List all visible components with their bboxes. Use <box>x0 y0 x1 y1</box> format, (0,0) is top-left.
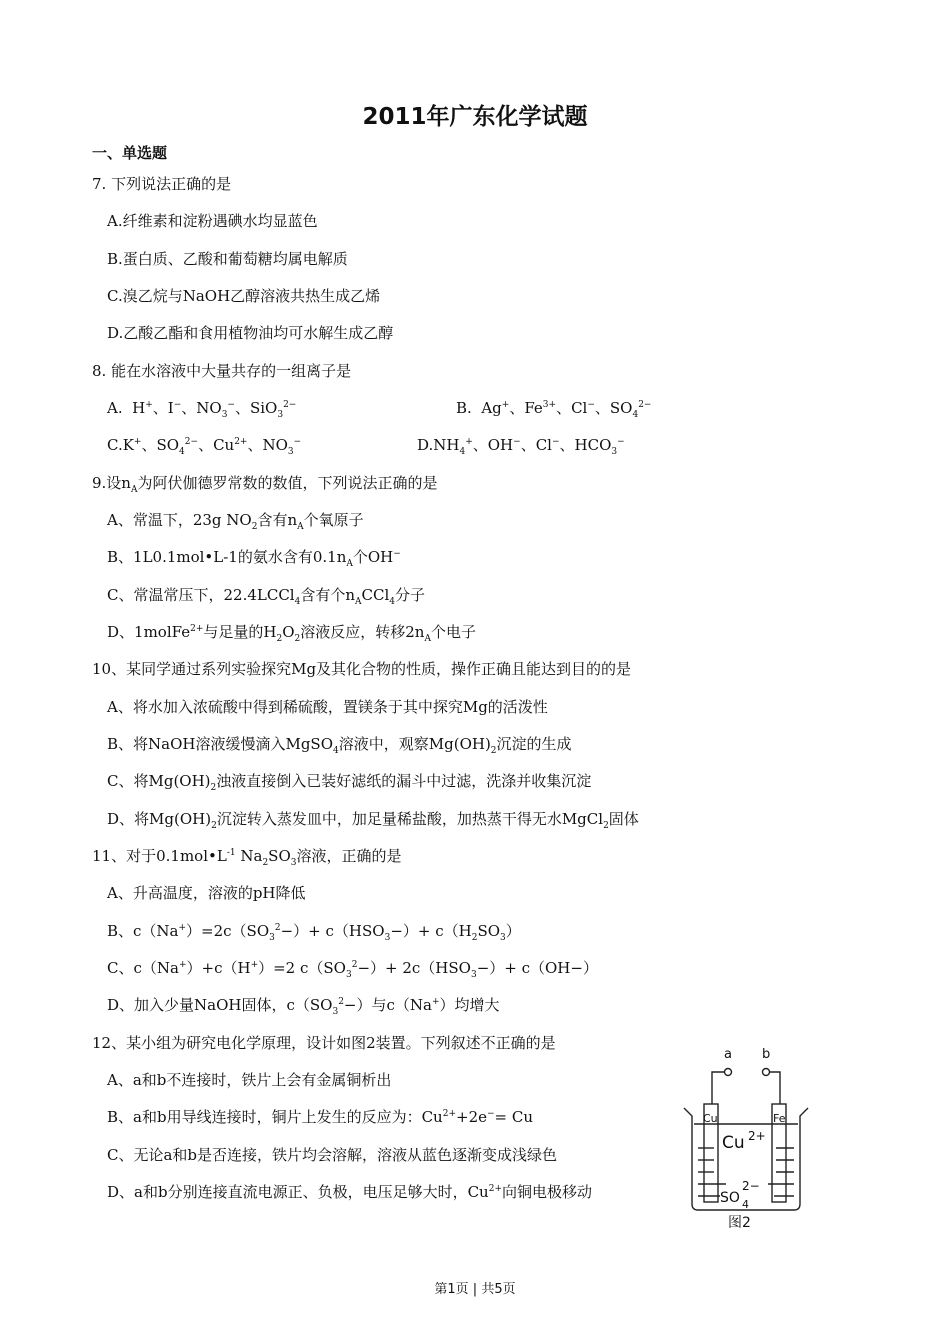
question-9-option-b: B、1L0.1mol•L-1的氨水含有$0.1n_A$个OH− <box>107 548 401 569</box>
question-7-option-d: D.乙酸乙酯和食用植物油均可水解生成乙醇 <box>107 324 394 342</box>
question-9-stem: 9.设$n_A$为阿伏伽德罗常数的数值，下列说法正确的是 <box>92 474 438 495</box>
question-9-option-c: C、常温常压下，22.4LCCl$_4$含有个$n_ACCl_4$分子 <box>107 586 426 607</box>
question-7-option-a: A.纤维素和淀粉遇碘水均显蓝色 <box>107 212 318 230</box>
question-12-option-a: A、a和b不连接时，铁片上会有金属铜析出 <box>107 1071 392 1089</box>
page-footer: 第1页 | 共5页 <box>434 1282 516 1297</box>
question-7-option-b: B.蛋白质、乙酸和葡萄糖均属电解质 <box>107 250 348 268</box>
question-12-option-b: B、a和b用导线连接时，铜片上发生的反应为：$Cu^{2+}+2e^-= Cu$ <box>107 1108 534 1126</box>
question-11-option-c: C、c（Na+）+c（H+）=2 $c(SO_3^2-)+ 2c(HSO_3-)+ c(OH-)$ <box>107 959 598 980</box>
question-8-option-a: A. H+、I−、$NO_3^-$、SiO$_3^{2-}$ <box>107 399 297 420</box>
question-8-option-b: B. Ag+、$Fe^{3+}$、Cl−、$SO_4^{2-}$ <box>456 399 652 420</box>
question-11-option-d: D、加入少量NaOH固体，$c(SO_3^2-)$与c（Na+）均增大 <box>107 996 500 1017</box>
question-10-option-c: C、将$Mg(OH)_2$浊液直接倒入已装好滤纸的漏斗中过滤，洗涤并收集沉淀 <box>107 772 592 793</box>
sulfate-ion-charge: 2− <box>742 1179 760 1193</box>
sulfate-ion-subscript: 4 <box>742 1198 749 1211</box>
question-10-stem: 10、某同学通过系列实验探究Mg及其化合物的性质，操作正确且能达到目的的是 <box>92 660 632 678</box>
question-10-option-a: A、将水加入浓硫酸中得到稀硫酸，置镁条于其中探究Mg的活泼性 <box>107 698 548 716</box>
question-11-option-a: A、升高温度，溶液的pH降低 <box>107 884 306 902</box>
iron-electrode-label: Fe <box>773 1112 786 1125</box>
section-heading: 一、单选题 <box>92 144 168 162</box>
question-8-stem: 8. 能在水溶液中大量共存的一组离子是 <box>92 362 352 380</box>
electrochemical-cell-figure <box>676 1044 816 1234</box>
copper-ion-label: Cu <box>722 1133 745 1153</box>
question-10-option-b: B、将NaOH溶液缓慢滴入MgSO$_4$溶液中，观察$Mg(OH)_2$沉淀的生成 <box>107 735 572 756</box>
question-8-option-d: $D.NH_4^+$、OH−、Cl−、$HCO_3^-$ <box>417 436 625 457</box>
question-7-stem: 7. 下列说法正确的是 <box>92 175 232 193</box>
copper-ion-charge: 2+ <box>748 1129 766 1143</box>
question-12-option-c: C、无论a和b是否连接，铁片均会溶解，溶液从蓝色逐渐变成浅绿色 <box>107 1146 558 1164</box>
terminal-a-label: a <box>724 1047 732 1062</box>
question-7-option-c: C.溴乙烷与NaOH乙醇溶液共热生成乙烯 <box>107 287 381 305</box>
question-8-option-c: C.K+、$SO_4^{2-}$、$Cu^{2+}$、$NO_3^-$ <box>107 436 302 457</box>
figure-caption: 图2 <box>728 1215 751 1231</box>
question-11-option-b: B、$c(Na^+)=2c(SO_3^2-)+ c(HSO_3-)+ c(H_2SO_3)$ <box>107 922 521 943</box>
question-12-stem: 12、某小组为研究电化学原理，设计如图2装置。下列叙述不正确的是 <box>92 1034 556 1052</box>
question-12-option-d: D、a和b分别连接直流电源正、负极，电压足够大时，$Cu^{2+}$向铜电极移动 <box>107 1183 593 1201</box>
sulfate-ion-label: SO <box>720 1190 740 1206</box>
page-title: 2011年广东化学试题 <box>362 104 588 130</box>
question-11-stem: 11、对于$0.1mol•L^{-1}$ $Na_2SO_3$溶液，正确的是 <box>92 847 402 868</box>
question-10-option-d: D、将$Mg(OH)_2$沉淀转入蒸发皿中，加足量稀盐酸，加热蒸干得无水MgCl$_2$固体 <box>107 810 639 831</box>
terminal-b-label: b <box>762 1047 771 1062</box>
question-9-option-d: D、1molFe$^{2+}$与足量的$H_2O_2$溶液反应，转移$2n_A$个电子 <box>107 623 476 644</box>
copper-electrode-label: Cu <box>703 1112 718 1125</box>
question-9-option-a: A、常温下，23g $NO_2$含有$n_A$个氧原子 <box>107 511 364 532</box>
